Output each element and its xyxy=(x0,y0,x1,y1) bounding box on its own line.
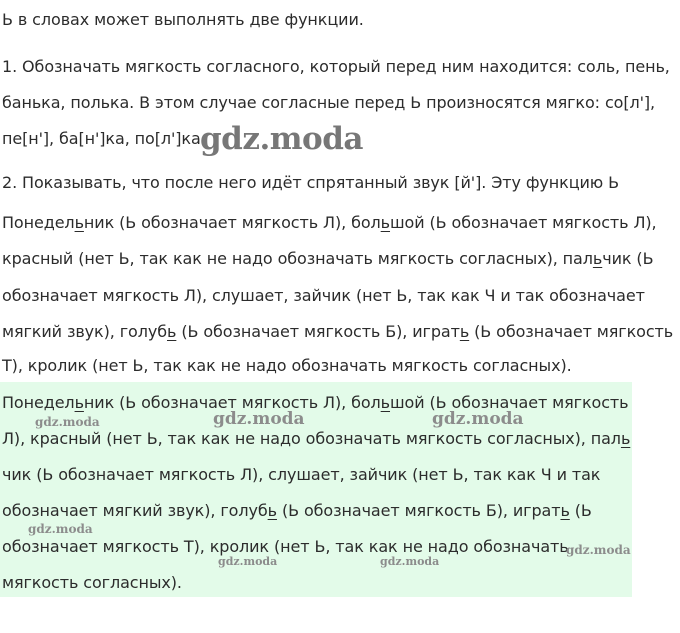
watermark: gdz.moda xyxy=(432,409,524,429)
watermark: gdz.moda xyxy=(213,409,305,429)
answer-line-2: красный (нет Ь, так как не надо обозначать мягкость согласных), пальчик (Ь xyxy=(2,249,654,268)
answer-line-1: Понедельник (Ь обозначает мягкость Л), большой (Ь обозначает мягкость Л), xyxy=(2,213,657,232)
point-1-line-1: 1. Обозначать мягкость согласного, который перед ним находится: соль, пень, xyxy=(2,57,670,76)
watermark: gdz.moda xyxy=(380,555,440,568)
highlight-line-5: обозначает мягкость Т), кролик (нет Ь, так как не надо обозначать xyxy=(2,537,569,556)
point-1-line-2: банька, полька. В этом случае согласные перед Ь произносятся мягко: со[л'], xyxy=(2,93,656,112)
highlight-line-6: мягкость согласных). xyxy=(2,573,182,592)
highlight-line-2: Л), красный (нет Ь, так как не надо обозначать мягкость согласных), паль xyxy=(2,429,631,448)
intro-text: Ь в словах может выполнять две функции. xyxy=(2,10,364,29)
watermark: gdz.moda xyxy=(28,522,93,536)
point-2-line-1: 2. Показывать, что после него идёт спрятанный звук [й']. Эту функцию Ь xyxy=(2,173,620,192)
point-1-line-3: пе[н'], ба[н']ка, по[л']ка. xyxy=(2,129,206,148)
watermark-logo: gdz.moda xyxy=(200,121,363,157)
answer-line-4: мягкий звук), голубь (Ь обозначает мягкость Б), играть (Ь обозначает мягкость xyxy=(2,322,674,341)
highlight-line-4: обозначает мягкий звук), голубь (Ь обозначает мягкость Б), играть (Ь xyxy=(2,501,592,520)
watermark: gdz.moda xyxy=(35,415,100,429)
answer-line-3: обозначает мягкость Л), слушает, зайчик (нет Ь, так как Ч и так обозначает xyxy=(2,286,645,305)
watermark: gdz.moda xyxy=(566,543,631,557)
highlight-line-1: Понедельник (Ь обозначает мягкость Л), большой (Ь обозначает мягкость xyxy=(2,393,629,412)
highlight-line-3: чик (Ь обозначает мягкость Л), слушает, зайчик (нет Ь, так как Ч и так xyxy=(2,465,601,484)
watermark: gdz.moda xyxy=(218,555,278,568)
answer-line-5: Т), кролик (нет Ь, так как не надо обозначать мягкость согласных). xyxy=(2,356,572,375)
